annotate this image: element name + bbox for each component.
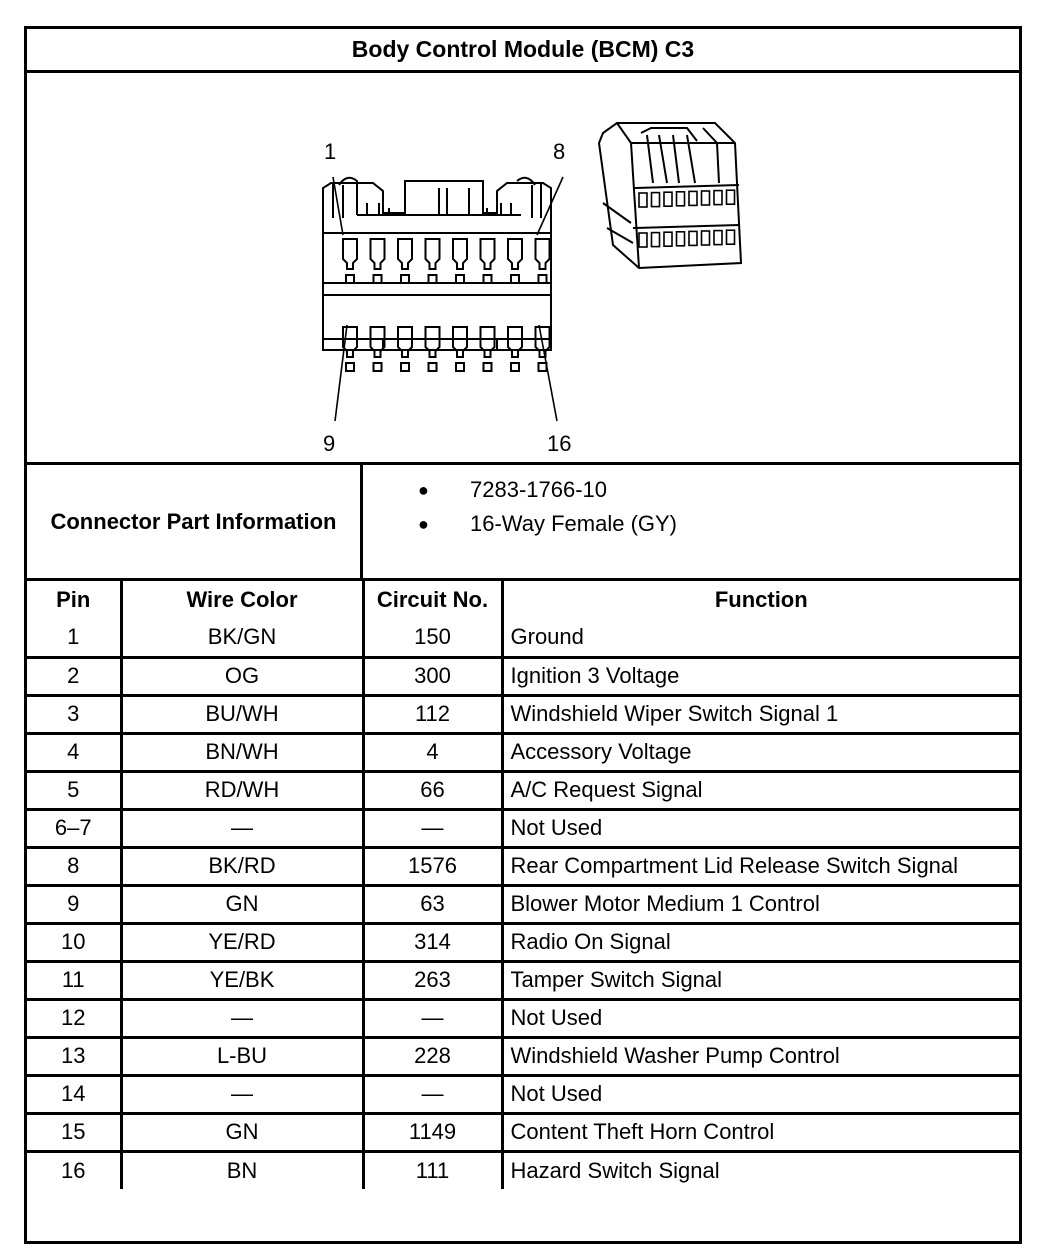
pin-cell: 1 [67,624,80,650]
table-row [27,771,1019,809]
wire-color-cell: BN/WH [121,733,363,771]
wire-color-cell: OG [121,657,363,695]
iso-cavity-lower-3 [664,232,672,246]
terminal-cavity-lower-3 [398,327,412,357]
terminal-cavity-lower-7 [508,327,522,357]
pin-cell: 15 [61,1119,86,1144]
terminal-cavity-upper-7 [508,239,522,269]
connector-info-item [363,473,677,507]
circuit-number-cell: 66 [363,771,502,809]
circuit-number-cell: 4 [363,733,502,771]
pin-cell: 8 [67,853,80,878]
iso-cavity-lower-6 [702,231,710,245]
function-cell: Hazard Switch Signal [502,1151,1019,1189]
pin-cell: 3 [67,701,80,726]
function-cell: Ground [502,619,1019,657]
wire-color-cell: L-BU [121,1037,363,1075]
terminal-lock-lower-4 [429,363,437,371]
iso-cavity-lower-2 [652,233,660,247]
circuit-number-cell: — [363,999,502,1037]
function-cell: Not Used [502,1075,1019,1113]
function-cell: Content Theft Horn Control [502,1113,1019,1151]
terminal-lock-upper-3 [401,275,409,283]
terminal-cavity-upper-3 [398,239,412,269]
wire-color-cell: GN [121,1113,363,1151]
circuit-number-cell: 63 [363,885,502,923]
column-header-pin: Pin [56,587,91,612]
function-cell: Not Used [502,809,1019,847]
terminal-cavity-lower-4 [426,327,440,357]
iso-cavity-upper-1 [639,193,647,207]
table-row [27,733,1019,771]
pin-cell: 5 [67,777,80,802]
wire-color-cell: YE/BK [121,961,363,999]
terminal-cavity-upper-1 [343,239,357,269]
function-cell: Windshield Wiper Switch Signal 1 [502,695,1019,733]
terminal-cavity-upper-8 [536,239,550,269]
table-row [27,999,1019,1037]
wire-color-cell: GN [121,885,363,923]
terminal-cavity-lower-6 [481,327,495,357]
pin-cell: 11 [61,967,85,992]
table-row [27,923,1019,961]
pin-cell: 10 [61,929,86,954]
terminal-cavity-upper-4 [426,239,440,269]
terminal-lock-lower-6 [484,363,492,371]
bullet-icon: ● [418,514,429,534]
iso-cavity-upper-7 [714,191,722,205]
circuit-number-cell: 111 [363,1151,502,1189]
function-cell: Accessory Voltage [502,733,1019,771]
terminal-cavity-upper-2 [371,239,385,269]
connector-drawing [27,73,1019,465]
terminal-cavity-lower-5 [453,327,467,357]
table-header-row [27,581,1019,619]
wire-color-cell: YE/RD [121,923,363,961]
function-cell: Tamper Switch Signal [502,961,1019,999]
iso-cavity-upper-8 [727,190,735,204]
circuit-number-cell: 263 [363,961,502,999]
table-row [27,619,1019,657]
function-cell: Ignition 3 Voltage [502,657,1019,695]
iso-cavity-lower-1 [639,233,647,247]
iso-cavity-upper-3 [664,192,672,206]
table-row [27,1151,1019,1189]
terminal-lock-upper-4 [429,275,437,283]
pin-cell: 16 [61,1157,86,1183]
circuit-number-cell: — [363,1075,502,1113]
terminal-lock-upper-5 [456,275,464,283]
function-cell: A/C Request Signal [502,771,1019,809]
iso-cavity-lower-5 [689,231,697,245]
circuit-number-cell: — [363,809,502,847]
wire-color-cell: RD/WH [121,771,363,809]
terminal-cavity-upper-6 [481,239,495,269]
terminal-lock-lower-3 [401,363,409,371]
pin-cell: 6–7 [54,815,92,840]
table-row [27,695,1019,733]
callout-pin-1: 1 [324,139,337,164]
table-row [27,885,1019,923]
iso-cavity-upper-5 [689,191,697,205]
callout-pin-9: 9 [323,431,336,456]
terminal-lock-upper-2 [374,275,382,283]
circuit-number-cell: 228 [363,1037,502,1075]
terminal-lock-lower-1 [346,363,354,371]
table-row [27,1037,1019,1075]
terminal-lock-lower-2 [374,363,382,371]
callout-pin-16: 16 [547,431,572,456]
terminal-lock-upper-6 [484,275,492,283]
wire-color-cell: BU/WH [121,695,363,733]
connector-info-list [363,473,677,541]
iso-cavity-upper-4 [677,192,685,206]
wire-color-cell: BN [121,1151,363,1189]
connector-sheet [24,26,1022,1244]
iso-cavity-lower-4 [677,232,685,246]
terminal-lock-upper-7 [511,275,519,283]
circuit-number-cell: 150 [363,619,502,657]
circuit-number-cell: 1149 [363,1113,502,1151]
function-cell: Radio On Signal [502,923,1019,961]
iso-cavity-upper-6 [702,191,710,205]
circuit-number-cell: 314 [363,923,502,961]
terminal-lock-upper-8 [539,275,547,283]
callout-pin-8: 8 [553,139,566,164]
terminal-lock-lower-8 [539,363,547,371]
page-title: Body Control Module (BCM) C3 [27,29,1019,73]
pin-cell: 4 [67,739,80,764]
pin-cell: 13 [61,1043,86,1068]
table-row [27,847,1019,885]
terminal-lock-lower-5 [456,363,464,371]
iso-cavity-upper-2 [652,193,660,207]
pin-cell: 12 [61,1005,86,1030]
pin-cell: 14 [61,1081,86,1106]
connector-part-information [27,465,1019,581]
circuit-number-cell: 1576 [363,847,502,885]
wire-color-cell: BK/RD [121,847,363,885]
connector-info-item [363,507,677,541]
terminal-lock-upper-1 [346,275,354,283]
wire-color-cell: — [121,1075,363,1113]
wire-color-cell: — [121,999,363,1037]
terminal-lock-lower-7 [511,363,519,371]
function-cell: Blower Motor Medium 1 Control [502,885,1019,923]
circuit-number-cell: 112 [363,695,502,733]
terminal-cavity-upper-5 [453,239,467,269]
connector-face-diagram [27,73,1019,462]
pinout-table [27,581,1019,1189]
iso-cavity-lower-8 [727,230,735,244]
table-row [27,1113,1019,1151]
function-cell: Rear Compartment Lid Release Switch Signal [502,847,1019,885]
connector-part-number: 7283-1766-10 [470,477,608,502]
pin-cell: 2 [67,663,80,688]
circuit-number-cell: 300 [363,657,502,695]
iso-cavity-lower-7 [714,231,722,245]
table-row [27,961,1019,999]
column-header-circuit-no: Circuit No. [363,581,502,619]
wire-color-cell: BK/GN [121,619,363,657]
wire-color-cell: — [121,809,363,847]
bullet-icon: ● [418,480,429,500]
pin-cell: 9 [67,891,80,916]
function-cell: Windshield Washer Pump Control [502,1037,1019,1075]
connector-description: 16-Way Female (GY) [470,511,678,536]
column-header-wire-color: Wire Color [121,581,363,619]
table-row [27,809,1019,847]
function-cell: Not Used [502,999,1019,1037]
column-header-function: Function [502,581,1019,619]
connector-info-label: Connector Part Information [27,465,363,578]
table-row [27,1075,1019,1113]
table-row [27,657,1019,695]
